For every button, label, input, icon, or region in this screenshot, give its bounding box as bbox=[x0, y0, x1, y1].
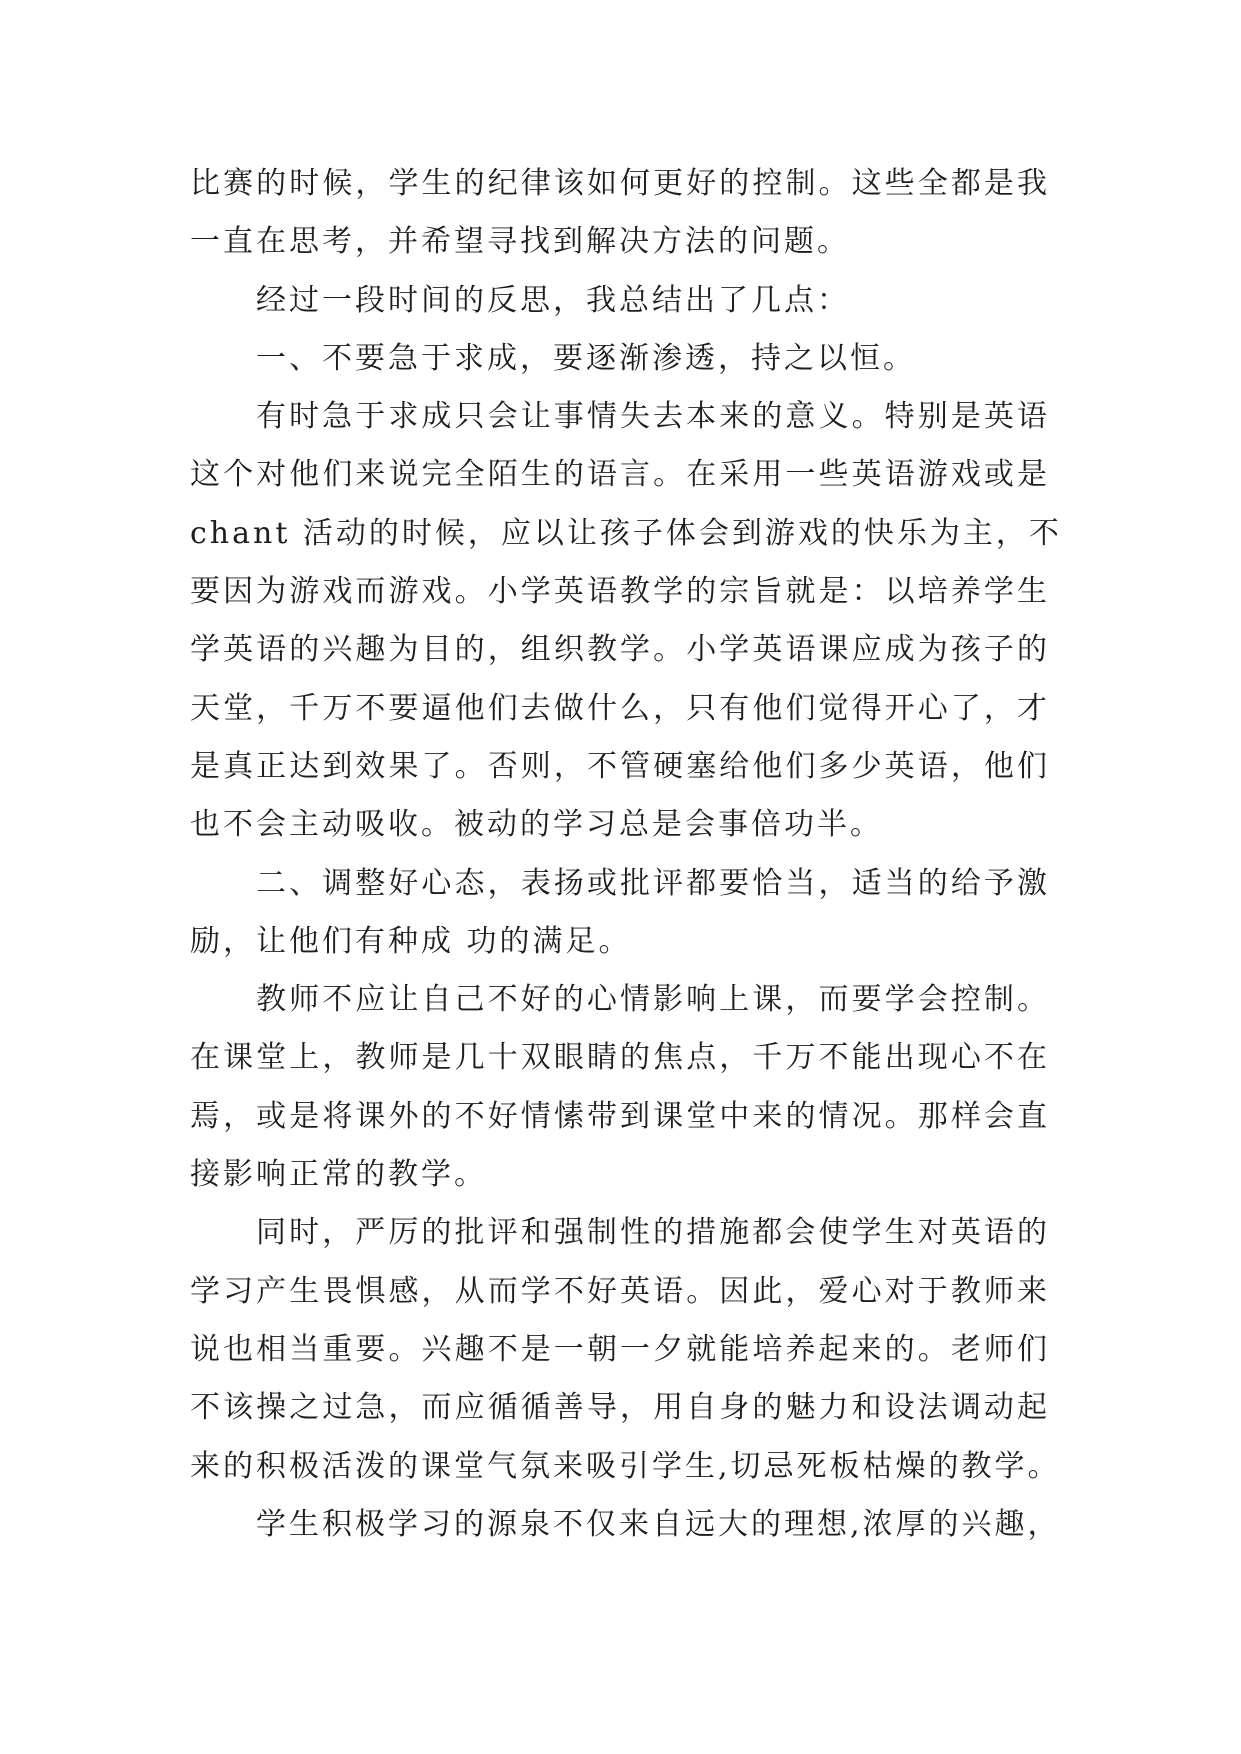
text-line: 同时，严厉的批评和强制性的措施都会使学生对英语的 bbox=[256, 1215, 1050, 1251]
text-line: 来的积极活泼的课堂气氛来吸引学生,切忌死板枯燥的教学。 bbox=[190, 1448, 1061, 1484]
text-line: 是真正达到效果了。否则，不管硬塞给他们多少英语，他们 bbox=[190, 748, 1050, 784]
paragraph bbox=[190, 388, 1062, 854]
text-line: 学习产生畏惧感，从而学不好英语。因此，爱心对于教师来 bbox=[190, 1273, 1050, 1309]
text-line: 一直在思考，并希望寻找到解决方法的问题。 bbox=[190, 224, 850, 260]
text-line: 比赛的时候，学生的纪律该如何更好的控制。这些全都是我 bbox=[190, 166, 1050, 201]
paragraph bbox=[190, 971, 1050, 1204]
text-line: 在课堂上，教师是几十双眼睛的焦点，千万不能出现心不在 bbox=[190, 1040, 1050, 1076]
document-body bbox=[190, 155, 1062, 1554]
paragraph bbox=[190, 1204, 1061, 1495]
text-line: 焉，或是将课外的不好情愫带到课堂中来的情况。那样会直 bbox=[190, 1098, 1050, 1134]
paragraph-heading bbox=[190, 330, 1050, 388]
text-line: 要因为游戏而游戏。小学英语教学的宗旨就是：以培养学生 bbox=[190, 574, 1050, 610]
paragraph bbox=[190, 155, 1050, 272]
paragraph bbox=[190, 1496, 1061, 1554]
text-line: 不该操之过急，而应循循善导，用自身的魅力和设法调动起 bbox=[190, 1390, 1050, 1426]
text-line: 二、调整好心态，表扬或批评都要恰当，适当的给予激 bbox=[256, 865, 1050, 901]
text-line: 也不会主动吸收。被动的学习总是会事倍功半。 bbox=[190, 807, 883, 843]
paragraph-heading bbox=[190, 855, 1050, 972]
text-line: 有时急于求成只会让事情失去本来的意义。特别是英语 bbox=[256, 399, 1050, 435]
text-line: 接影响正常的教学。 bbox=[190, 1157, 487, 1193]
text-line: 学英语的兴趣为目的，组织教学。小学英语课应成为孩子的 bbox=[190, 632, 1050, 668]
text-line: 说也相当重要。兴趣不是一朝一夕就能培养起来的。老师们 bbox=[190, 1331, 1050, 1367]
text-line: chant 活动的时候，应以让孩子体会到游戏的快乐为主，不 bbox=[190, 515, 1062, 551]
paragraph bbox=[190, 272, 1050, 330]
text-line: 天堂，千万不要逼他们去做什么，只有他们觉得开心了，才 bbox=[190, 690, 1050, 726]
text-line: 教师不应让自己不好的心情影响上课，而要学会控制。 bbox=[256, 982, 1050, 1018]
text-line: 经过一段时间的反思，我总结出了几点： bbox=[256, 282, 850, 318]
text-line: 励，让他们有种成 功的满足。 bbox=[190, 923, 632, 959]
text-line: 学生积极学习的源泉不仅来自远大的理想,浓厚的兴趣， bbox=[256, 1506, 1061, 1542]
text-line: 一、不要急于求成，要逐渐渗透，持之以恒。 bbox=[256, 340, 916, 376]
text-line: 这个对他们来说完全陌生的语言。在采用一些英语游戏或是 bbox=[190, 457, 1050, 493]
